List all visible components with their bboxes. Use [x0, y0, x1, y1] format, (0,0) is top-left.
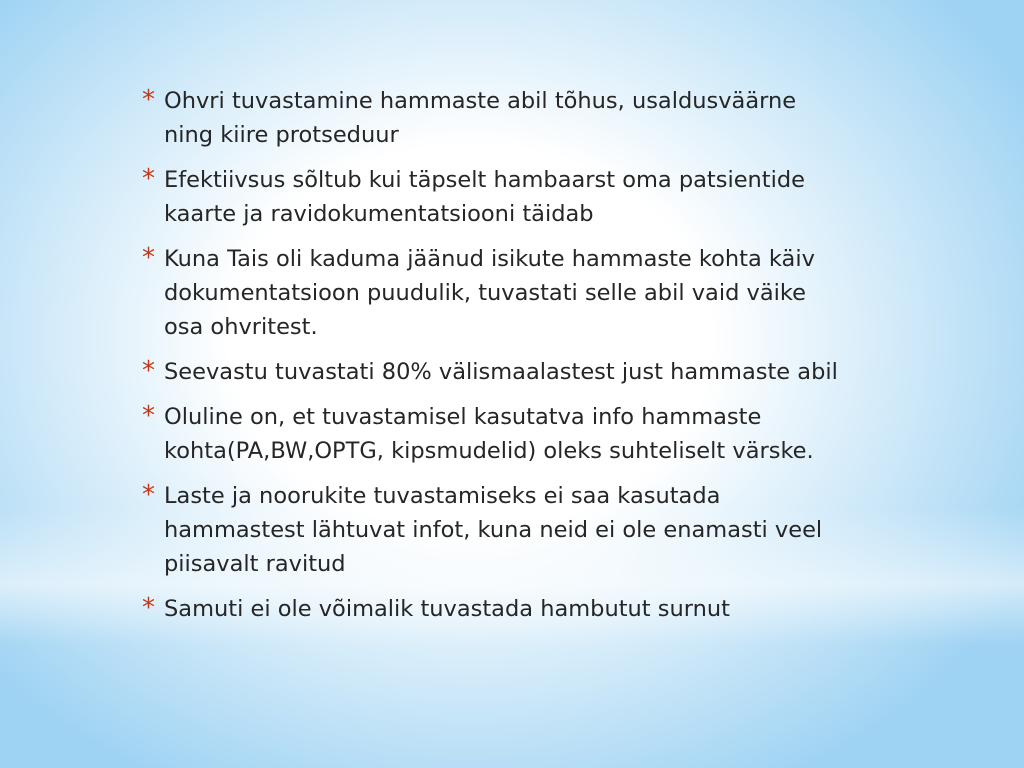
bullet-text: Laste ja noorukite tuvastamiseks ei saa kasutada hammastest lähtuvat infot, kuna neid ei ole enamasti veel piisavalt ravitud: [164, 483, 823, 577]
bullet-item: [142, 84, 842, 152]
bullet-item: [142, 242, 842, 344]
bullet-text: Ohvri tuvastamine hammaste abil tõhus, usaldusväärne ning kiire protseduur: [164, 88, 797, 148]
asterisk-bullet-icon: *: [142, 480, 155, 510]
asterisk-bullet-icon: *: [142, 85, 155, 115]
asterisk-bullet-icon: *: [142, 164, 155, 194]
bullet-text: Samuti ei ole võimalik tuvastada hambutut surnut: [164, 596, 730, 622]
bullet-item: [142, 163, 842, 231]
bullet-item: [142, 592, 842, 626]
bullet-text: Efektiivsus sõltub kui täpselt hambaarst oma patsientide kaarte ja ravidokumentatsiooni täidab: [164, 167, 806, 227]
bullet-text: Seevastu tuvastati 80% välismaalastest just hammaste abil: [164, 359, 838, 385]
bullet-item: [142, 400, 842, 468]
bullet-text: Oluline on, et tuvastamisel kasutatva info hammaste kohta(PA,BW,OPTG, kipsmudelid) oleks suhteliselt värske.: [164, 404, 814, 464]
asterisk-bullet-icon: *: [142, 243, 155, 273]
bullet-text: Kuna Tais oli kaduma jäänud isikute hammaste kohta käiv dokumentatsioon puudulik, tuvastati selle abil vaid väike osa ohvritest.: [164, 246, 815, 340]
bullet-list: [142, 84, 842, 637]
asterisk-bullet-icon: *: [142, 356, 155, 386]
bullet-item: [142, 479, 842, 581]
asterisk-bullet-icon: *: [142, 593, 155, 623]
bullet-item: [142, 355, 842, 389]
asterisk-bullet-icon: *: [142, 401, 155, 431]
